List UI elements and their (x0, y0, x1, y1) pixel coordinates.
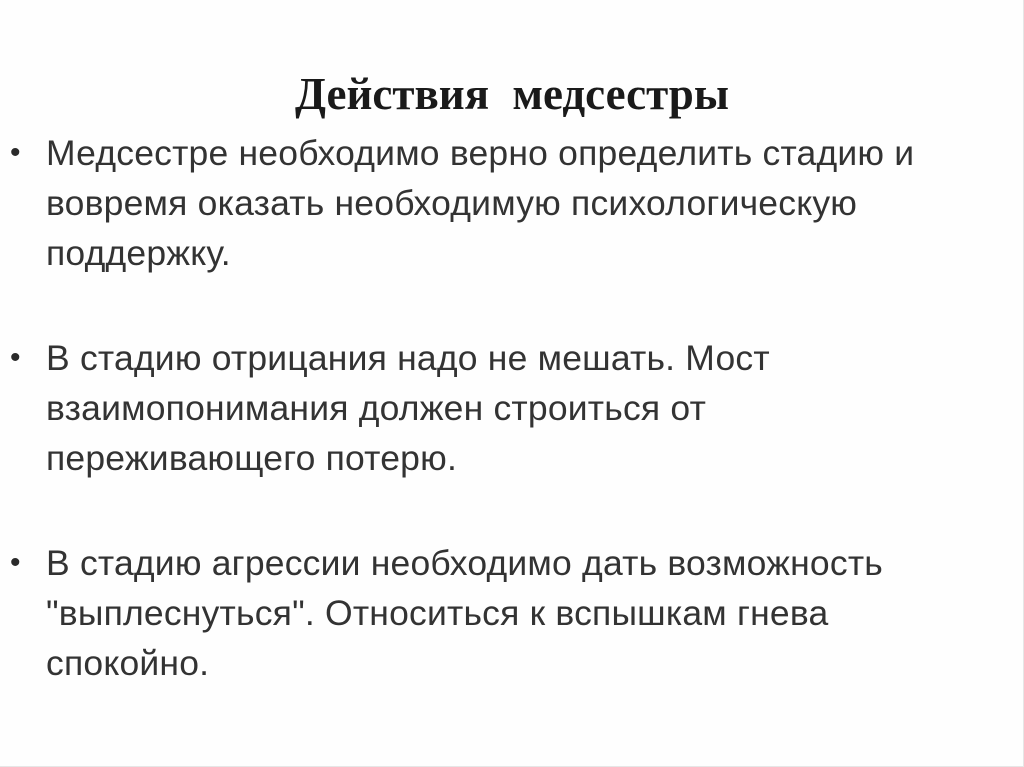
bullet-marker: • (10, 136, 21, 169)
bullet-line: переживающего потерю. (46, 438, 458, 478)
bullet-text (46, 128, 996, 278)
bullet-line: взаимопонимания должен строиться от (46, 388, 707, 428)
bullet-line: В стадию агрессии необходимо дать возможность (46, 543, 883, 583)
bullet-marker: • (10, 341, 21, 374)
bullet-line: вовремя оказать необходимую психологическую (46, 183, 858, 223)
bullet-line: спокойно. (46, 643, 210, 683)
bullet-text (46, 538, 996, 688)
bullet-line: Медсестре необходимо верно определить стадию и (46, 133, 915, 173)
bullet-text (46, 333, 996, 483)
slide-title: Действия медсестры (295, 69, 729, 119)
bullet-line: "выплеснуться". Относиться к вспышкам гнева (46, 593, 829, 633)
bullet-line: поддержку. (46, 233, 231, 273)
bullet-line: В стадию отрицания надо не мешать. Мост (46, 338, 770, 378)
bullet-marker: • (10, 546, 21, 579)
